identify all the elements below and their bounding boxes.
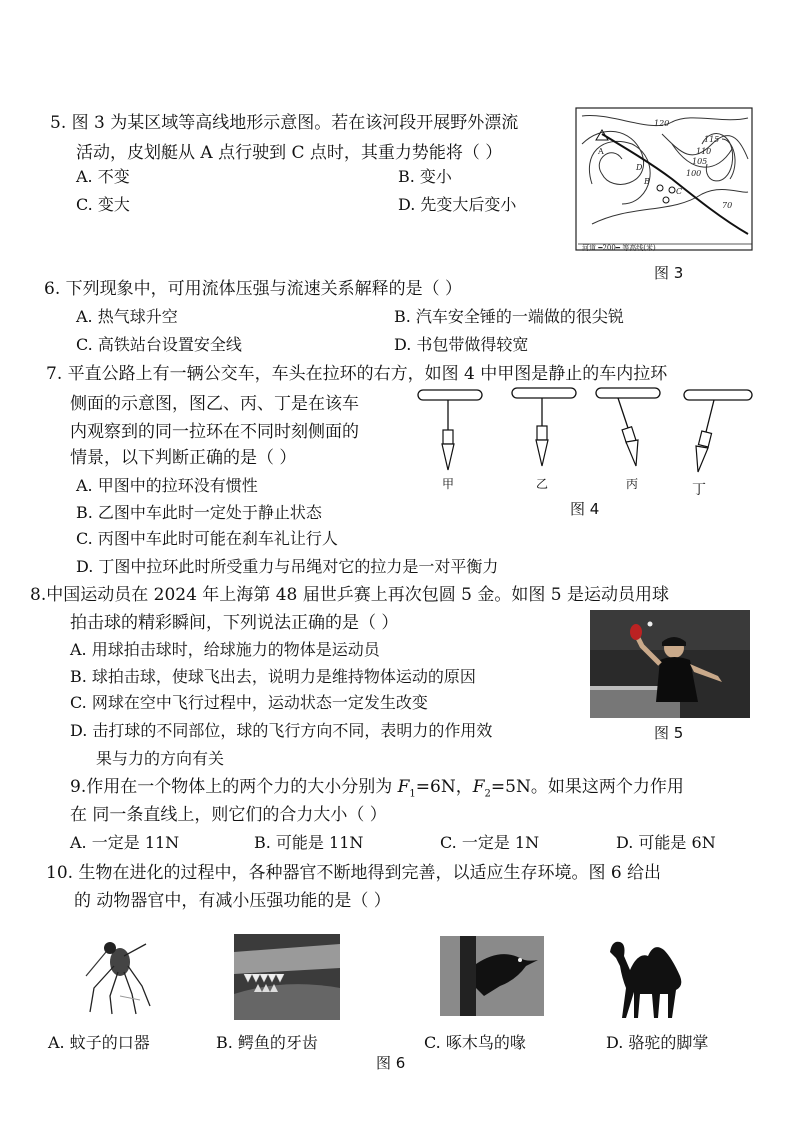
q8-option-b: B. 球拍击球，使球飞出去，说明力是维持物体运动的原因 <box>70 667 476 686</box>
q5-stem-line1: 5. 图 3 为某区域等高线地形示意图。若在该河段开展野外漂流 <box>50 113 519 133</box>
q9-option-d: D. 可能是 6N <box>616 833 716 852</box>
q5-option-a: A. 不变 <box>76 167 130 186</box>
q6-option-d: D. 书包带做得较宽 <box>394 335 529 354</box>
q5-option-d: D. 先变大后变小 <box>398 195 517 214</box>
q6-option-a: A. 热气球升空 <box>76 307 178 326</box>
q7-stem-line2: 侧面的示意图，图乙、丙、丁是在该车 <box>70 394 359 414</box>
figure-4-caption: 图 4 <box>570 500 600 518</box>
q9-stem-text-c: =5N。如果这两个力作用 <box>490 777 684 797</box>
map-label-a: A <box>598 147 604 156</box>
map-label-b: B <box>644 177 650 186</box>
map-label-c: C <box>676 187 683 196</box>
fig4-label-jia: 甲 <box>442 477 455 491</box>
map-label: 115 <box>704 135 720 144</box>
q5-option-b: B. 变小 <box>398 167 452 186</box>
fig4-label-bing: 丙 <box>626 477 639 491</box>
q9-f1-subscript: 1 <box>409 788 416 800</box>
q7-option-d: D. 丁图中拉环此时所受重力与吊绳对它的拉力是一对平衡力 <box>76 557 499 576</box>
q7-stem-line1: 7. 平直公路上有一辆公交车，车头在拉环的右方，如图 4 中甲图是静止的车内拉环 <box>46 364 668 384</box>
q9-option-c: C. 一定是 1N <box>440 833 540 852</box>
q9-f2-symbol: F <box>472 777 485 797</box>
q5-stem-line2: 活动，皮划艇从 A 点行驶到 C 点时，其重力势能将（ ） <box>76 143 503 163</box>
q10-option-b: B. 鳄鱼的牙齿 <box>216 1033 318 1052</box>
q7-option-c: C. 丙图中车此时可能在刹车礼让行人 <box>76 529 338 548</box>
crocodile-teeth-image <box>234 934 340 1020</box>
contour-map-figure <box>572 104 756 254</box>
q10-option-c: C. 啄木鸟的喙 <box>424 1033 526 1052</box>
figure-6-caption: 图 6 <box>376 1054 406 1072</box>
q7-option-b: B. 乙图中车此时一定处于静止状态 <box>76 503 322 522</box>
q10-option-a: A. 蚊子的口器 <box>48 1033 150 1052</box>
q9-option-b: B. 可能是 11N <box>254 833 364 852</box>
q8-stem-line1: 8.中国运动员在 2024 年上海第 48 届世乒赛上再次包圆 5 金。如图 5 是运动员用球 <box>30 585 669 605</box>
q10-stem-line1: 10. 生物在进化的过程中，各种器官不断地得到完善，以适应生存环境。图 6 给出 <box>46 863 662 883</box>
q9-f2-subscript: 2 <box>484 788 491 800</box>
figure-5-caption: 图 5 <box>654 724 684 742</box>
q9-stem-text-a: 9.作用在一个物体上的两个力的大小分别为 <box>70 777 398 797</box>
q8-option-c: C. 网球在空中飞行过程中，运动状态一定发生改变 <box>70 693 428 712</box>
figure-3-caption: 图 3 <box>654 264 684 282</box>
fig4-label-ding: 丁 <box>692 482 706 496</box>
woodpecker-image <box>440 936 544 1016</box>
mosquito-image <box>80 936 156 1016</box>
map-label: 105 <box>692 157 708 166</box>
pull-ring-figure <box>412 384 758 496</box>
q5-option-c: C. 变大 <box>76 195 130 214</box>
q9-option-a: A. 一定是 11N <box>70 833 180 852</box>
q6-option-c: C. 高铁站台设置安全线 <box>76 335 242 354</box>
q8-option-d-line2: 果与力的方向有关 <box>96 749 225 768</box>
camel-image <box>604 930 690 1022</box>
map-label: 70 <box>722 201 733 210</box>
q10-option-d: D. 骆驼的脚掌 <box>606 1033 709 1052</box>
q6-stem: 6. 下列现象中，可用流体压强与流速关系解释的是（ ） <box>44 279 463 299</box>
q8-stem-line2: 拍击球的精彩瞬间，下列说法正确的是（ ） <box>70 613 399 633</box>
q9-stem-line2: 在 同一条直线上，则它们的合力大小（ ） <box>70 805 387 825</box>
q9-f1-symbol: F <box>397 777 410 797</box>
map-legend: 河道 ━200━ 等高线(米) <box>582 244 656 252</box>
q10-stem-line2: 的 动物器官中，有减小压强功能的是（ ） <box>74 891 391 911</box>
map-label: 110 <box>696 147 712 156</box>
q8-option-d-line1: D. 击打球的不同部位，球的飞行方向不同，表明力的作用效 <box>70 721 493 740</box>
map-label-d: D <box>636 163 643 172</box>
q9-stem-line1 <box>70 776 684 805</box>
map-label: 100 <box>686 169 702 178</box>
table-tennis-photo <box>590 610 750 718</box>
q8-option-a: A. 用球拍击球时，给球施力的物体是运动员 <box>70 640 380 659</box>
q7-stem-line3: 内观察到的同一拉环在不同时刻侧面的 <box>70 422 359 442</box>
q7-stem-line4: 情景，以下判断正确的是（ ） <box>70 448 297 468</box>
q9-stem-text-b: =6N， <box>415 777 473 797</box>
q7-option-a: A. 甲图中的拉环没有惯性 <box>76 476 258 495</box>
q6-option-b: B. 汽车安全锤的一端做的很尖锐 <box>394 307 624 326</box>
map-label: 120 <box>654 119 670 128</box>
fig4-label-yi: 乙 <box>536 477 549 491</box>
